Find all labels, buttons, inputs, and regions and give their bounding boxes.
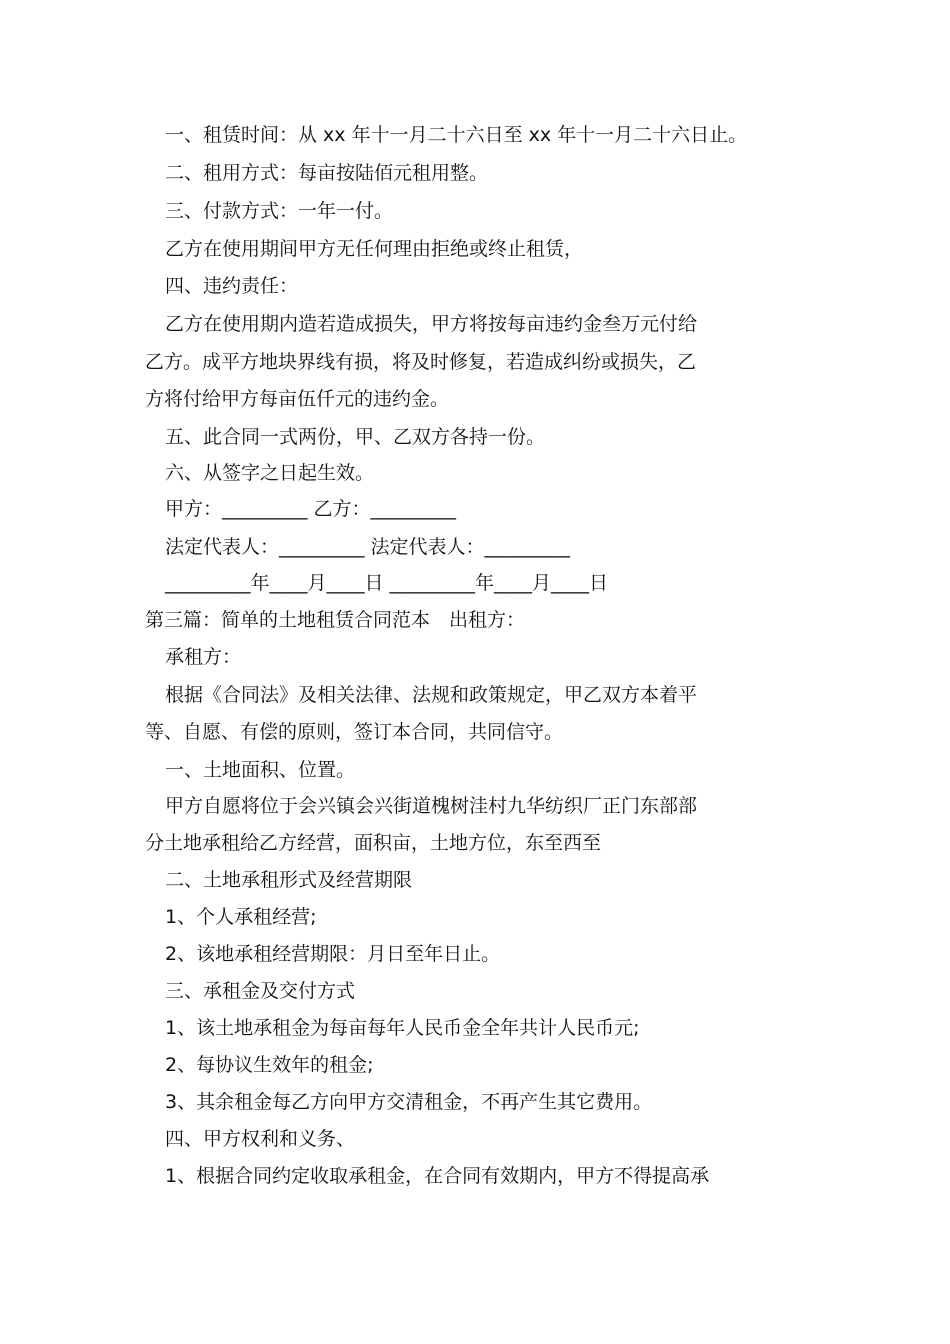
text-line: 甲方自愿将位于会兴镇会兴街道槐树洼村九华纺织厂正门东部部 bbox=[165, 795, 698, 817]
text-line: 乙方。成平方地块界线有损，将及时修复，若造成纠纷或损失，乙 bbox=[145, 351, 697, 373]
text-line: 3、其余租金每乙方向甲方交清租金，不再产生其它费用。 bbox=[165, 1091, 653, 1113]
date-line: _________年____月____日 _________年____月____日 bbox=[165, 572, 609, 594]
text-line: 乙方在使用期内造若造成损失，甲方将按每亩违约金叁万元付给 bbox=[165, 313, 698, 335]
text-line: 二、土地承租形式及经营期限 bbox=[165, 869, 413, 891]
text-line: 一、土地面积、位置。 bbox=[165, 759, 356, 781]
text-line: 五、此合同一式两份，甲、乙双方各持一份。 bbox=[165, 426, 546, 448]
text-line: 一、租赁时间：从 xx 年十一月二十六日至 xx 年十一月二十六日止。 bbox=[165, 124, 748, 146]
text-line: 四、甲方权利和义务、 bbox=[165, 1128, 356, 1150]
text-line: 根据《合同法》及相关法律、法规和政策规定，甲乙双方本着平 bbox=[165, 684, 698, 706]
text-line: 六、从签字之日起生效。 bbox=[165, 462, 375, 484]
section-heading: 第三篇：简单的土地租赁合同范本 出租方： bbox=[145, 609, 526, 631]
text-line: 2、每协议生效年的租金; bbox=[165, 1054, 374, 1076]
representative-line: 法定代表人：_________ 法定代表人：_________ bbox=[165, 536, 571, 558]
text-line: 等、自愿、有偿的原则，签订本合同，共同信守。 bbox=[145, 721, 564, 743]
text-line: 承租方： bbox=[165, 646, 242, 668]
text-line: 2、该地承租经营期限：月日至年日止。 bbox=[165, 943, 501, 965]
text-line: 1、根据合同约定收取承租金，在合同有效期内，甲方不得提高承 bbox=[165, 1165, 710, 1187]
text-line: 分土地承租给乙方经营，面积亩，土地方位，东至西至 bbox=[145, 832, 602, 854]
text-line: 三、承租金及交付方式 bbox=[165, 980, 356, 1002]
text-line: 二、租用方式：每亩按陆佰元租用整。 bbox=[165, 162, 489, 184]
signature-line: 甲方：_________ 乙方：_________ bbox=[165, 498, 457, 520]
text-line: 三、付款方式：一年一付。 bbox=[165, 200, 394, 222]
text-line: 乙方在使用期间甲方无任何理由拒绝或终止租赁， bbox=[165, 238, 584, 260]
text-line: 方将付给甲方每亩伍仟元的违约金。 bbox=[145, 388, 450, 410]
text-line: 1、该土地承租金为每亩每年人民币金全年共计人民币元; bbox=[165, 1017, 640, 1039]
text-line: 1、个人承租经营; bbox=[165, 906, 317, 928]
text-line: 四、违约责任： bbox=[165, 275, 299, 297]
